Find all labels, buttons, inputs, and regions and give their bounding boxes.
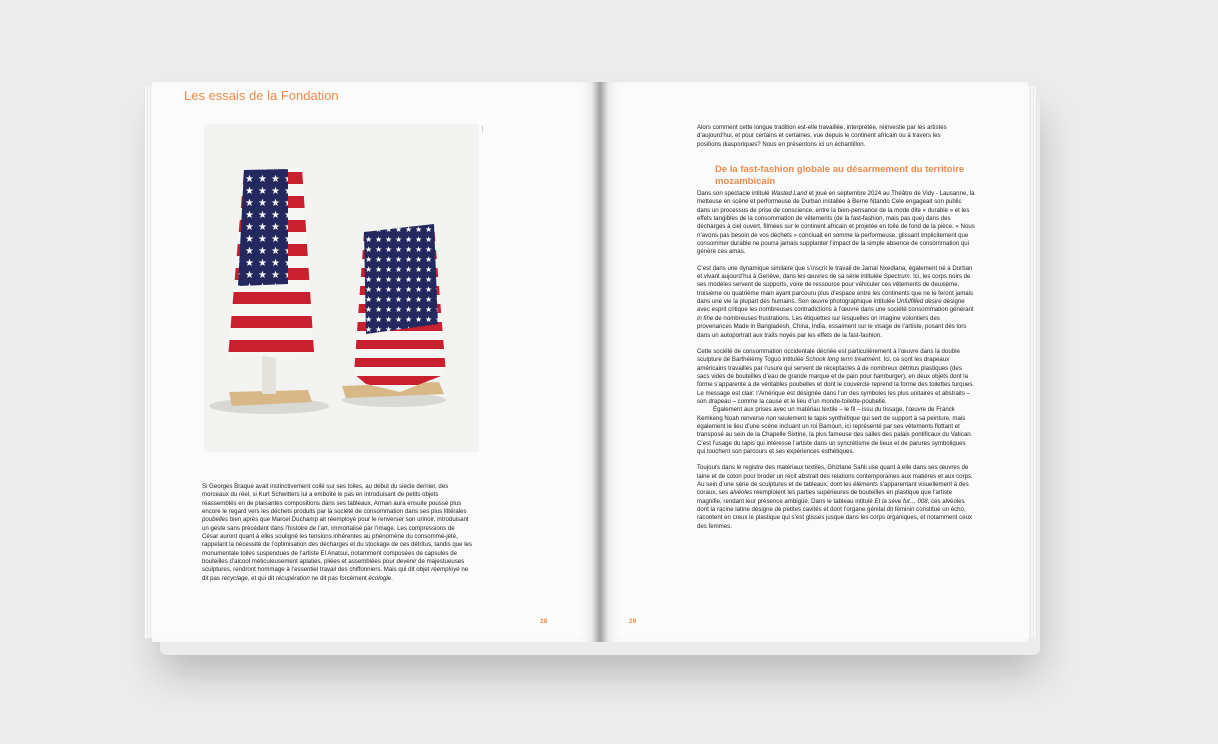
right-intro-text: Alors comment cette longue tradition est-elle travaillée, interprétée, réinvestie par les artistes d’aujourd’hui, et pour certains et certaines, vue depuis le continent africain ou à travers les positions diasporiques? Nous en présentons ici un échantillon. [697,124,947,148]
paragraph-3: Cette société de consommation occidentale décriée est particulièrement à l’œuvre dans la double sculpture de Barthélémy Toguo intitulée Schook long term treatment. Ici, ce sont les drapeaux américains travaillés par l’usure qui servent de réceptacles à de nombreux détritus plastiques (des sacs vides de bouteilles d’eau de grande marque et de pain pour hamburger), en deux objets dont la forme s’apparente à de véritables poubelles et dont le couvercle reprend la forme des toilettes turques. Le message est clair: l’Amérique est désignée dans l’un des symboles les plus unitaires et abstraits – son drapeau – comme la cause et le lieu d’un monde-toilette-poubelle. [697,347,975,405]
sculpture-photo [204,124,479,452]
left-paragraph: Si Georges Braque avait instinctivement collé sur ses toiles, au début du siècle dernier, des morceaux du réel, si Kurt Schwitters lui a emboîté le pas en introduisant de petits objets réassemblés en de plaisantes compositions dans ses tableaux, Arman aura ensuite poussé plus encore le regard vers les déchets produits par la société de consommation dans ses plus littérales poubelles bien après que Marcel Duchamp ait réemployé pour le renverser son urinoir, introduisant un geste sans précédent dans l’histoire de l’art, immortalisé par l’image. Les compressions de César auront quant à elles souligné les tensions inhérentes au phénomène du consommé-jeté, rappelant la nécessité de l’optimisation des décharges et du stockage de ces détritus, tandis que les monumentale toiles suspendues de l’artiste El Anatsui, notamment composées de capsules de bouteilles d’alcool méticuleusement aplaties, pliées et assemblées pour devenir de majestueuses sculptures, rendront hommage à l’essentiel travail des chiffonniers. Mais qui dit objet réemployé ne dit pas recyclage, et qui dit récupération ne dit pas forcément écologie. [202,483,472,582]
paragraph-5: Toujours dans le registre des matériaux textiles, Ghizlane Sahli use quant à elle dans ses œuvres de laine et de coton pour broder un récit abstrait des relations contemporaines aux matières et aux corps. Au sein d’une série de sculptures et de tableaux, dont les éléments s’apparentant visuellement à des coraux, ses alvéoles réemploient les parties supérieures de bouteilles en plastique que l’artiste magnifie, rendant leur présence ambigüe. Dans le tableau intitulé Et la sève fut… 008, ces alvéoles dont la racine latine désigne de petites cavités et dont l’organe génital dit féminin constitue un écho, racontent en creux le plastique qui s’est glissés jusque dans les corps organiques, et notamment ceux des femmes. [697,464,973,530]
section-heading: De la fast-fashion globale au désarmement du territoire mozambicain [715,164,965,187]
running-title: Les essais de la Fondation [184,88,339,103]
paragraph-4: Également aux prises avec un matériau textile – le fil – issu du tissage, l’œuvre de Franck Kemkeng Noah renverse non seulement le tapis synthétique qui sert de support à sa peinture, mais également le lieu d’une scène incluant un roi Bamoun, ici représenté par ses vêtements flottant et transposé au sein de la Chapelle Sixtine, la plus fameuse des salles des palais pontificaux du Vatican. C’est l’usage du tapis qui intéresse l’artiste dans un syncrétisme de lieux et de parures symboliques qui touchent son parcours et ses expériences esthétiques. [697,406,973,455]
folio-left: 28 [540,618,548,625]
book-gutter [592,82,608,642]
paragraph-1: Dans son spectacle intitulé Wasted Land et joué en septembre 2024 au Théâtre de Vidy - Lausanne, la metteuse en scène et performeuse de Durban installée à Berne Ntando Cele engageait son public dans un processus de prise de conscience, entre la bien-pensance de la mode dite « durable » et les effets tangibles de la consommation de vêtements (de la fast-fashion, mais pas que) dans des décharges à ciel ouvert, filmées sur le continent africain et projetée en toile de fond de la pièce. « Nous n’avons pas besoin de vos déchets » concluait en somme la performeuse, glissant implicitement que consommer durable ne pourra jamais supplanter l’impact de la simple absence de consommation qui génère ces amas. [697,190,975,256]
paragraph-2: C’est dans une dynamique similaire que s’inscrit le travail de Jamal Nxedlana, également né à Durban et vivant aujourd’hui à Genève, dans les œuvres de sa série intitulée Spectrum. Ici, les corps noirs de ses modèles servent de supports, voire de ressource pour véhiculer ces vêtements de deuxième, troisième ou quatrième main ayant parcouru plus d’espace entre les continents que ne le feront jamais dans une vie la plupart des humains. Son œuvre photographique intitulée Unfulfilled desire désigne avec esprit critique les nombreuses contradictions à l’œuvre dans une société consommation générant in fine de nombreuses frustrations. Les étiquettes sur lesquelles on imagine volontiers des provenances Made in Bangladesh, China, India, essaiment sur le visage de l’artiste, posant dès lors dans un autoportrait aux traits noyés par les effets de la fast-fashion. [697,264,974,339]
left-body-text [202,483,472,591]
folio-right: 29 [629,618,637,625]
photo-mark: | [482,126,484,132]
right-body-text [697,190,975,539]
page-stack-right [1027,86,1037,638]
flag-sculptures-image [204,124,479,452]
